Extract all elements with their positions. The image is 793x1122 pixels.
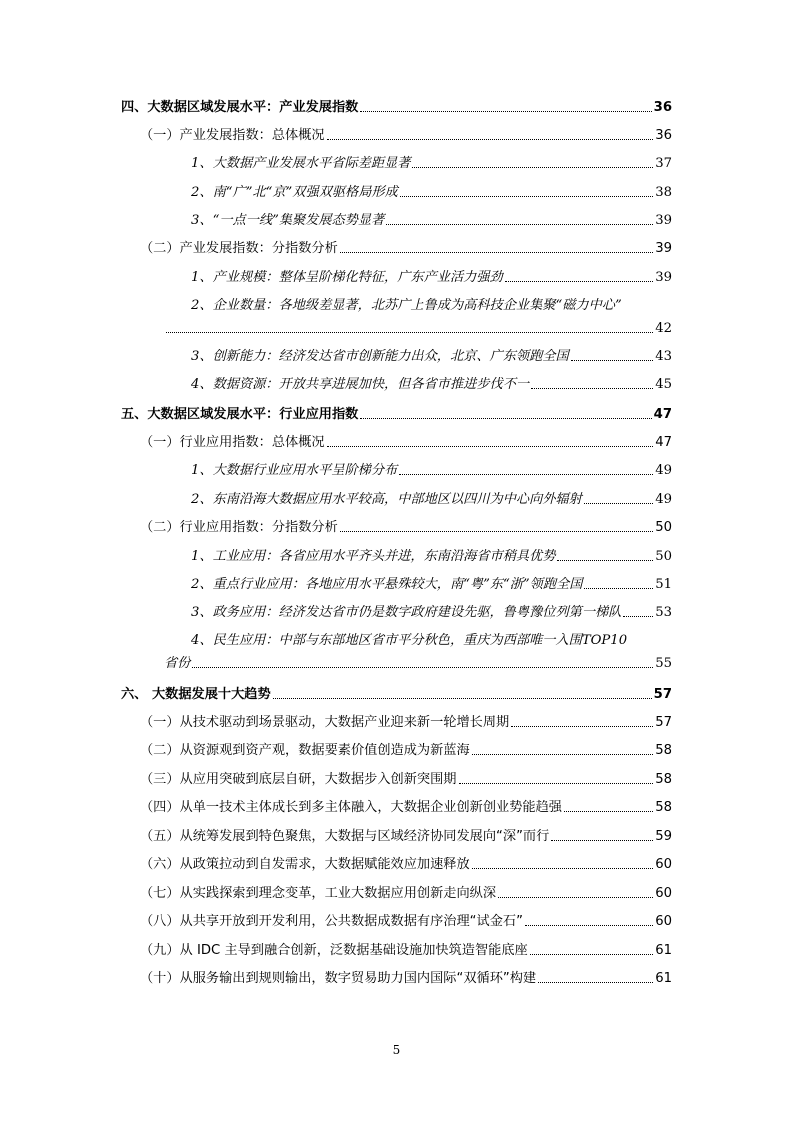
toc-entry-4-2-3[interactable] <box>191 349 672 365</box>
toc-entry-4-2-2-line2[interactable] <box>164 321 672 337</box>
toc-page-number: 39 <box>655 270 672 285</box>
toc-page-number: 39 <box>655 213 672 228</box>
dot-leader <box>564 811 653 812</box>
toc-page-number: 58 <box>655 800 672 815</box>
toc-page-number: 45 <box>655 377 672 392</box>
dot-leader <box>360 111 651 112</box>
toc-page-number: 36 <box>653 100 672 115</box>
toc-entry-6-2[interactable] <box>140 743 672 759</box>
dot-leader <box>584 588 653 589</box>
toc-page-number: 58 <box>655 743 672 758</box>
toc-entry-4-1[interactable] <box>140 128 672 144</box>
dot-leader <box>386 224 653 225</box>
toc-entry-4-1-3[interactable] <box>191 213 672 229</box>
toc-entry-title: （一）从技术驱动到场景驱动，大数据产业迎来新一轮增长周期 <box>140 715 510 730</box>
toc-entry-5-2-1[interactable] <box>191 549 672 565</box>
toc-page-number: 43 <box>655 349 672 364</box>
toc-entry-title: （二）产业发展指数：分指数分析 <box>140 241 338 256</box>
toc-entry-6-9[interactable] <box>140 943 672 959</box>
toc-entry-5-2-2[interactable] <box>191 577 672 593</box>
toc-entry-5-1-1[interactable] <box>191 463 672 479</box>
toc-page-number: 49 <box>655 492 672 507</box>
toc-entry-title: 3、创新能力：经济发达省市创新能力出众，北京、广东领跑全国 <box>191 349 569 364</box>
toc-page-number: 47 <box>653 407 672 422</box>
toc-entry-6-5[interactable] <box>140 829 672 845</box>
toc-entry-title: （二）行业应用指数：分指数分析 <box>140 520 338 535</box>
toc-entry-5-2-4-line1[interactable]: 4、民生应用：中部与东部地区省市平分秋色，重庆为西部唯一入围TOP10 <box>191 633 628 648</box>
toc-entry-6-1[interactable] <box>140 715 672 731</box>
toc-entry-4-2-1[interactable] <box>191 270 672 286</box>
dot-leader <box>511 726 653 727</box>
dot-leader <box>505 281 654 282</box>
toc-entry-title: （九）从 IDC 主导到融合创新，泛数据基础设施加快筑造智能底座 <box>140 943 528 958</box>
dot-leader <box>192 667 653 668</box>
toc-entry-title: 1、大数据产业发展水平省际差距显著 <box>191 156 411 171</box>
toc-entry-6-10[interactable] <box>140 971 672 987</box>
dot-leader <box>472 868 654 869</box>
dot-leader <box>360 418 651 419</box>
toc-entry-5-1[interactable] <box>140 435 672 451</box>
toc-entry-title: 五、大数据区域发展水平：行业应用指数 <box>121 407 359 422</box>
dot-leader <box>584 503 653 504</box>
dot-leader <box>551 840 653 841</box>
dot-leader <box>459 783 654 784</box>
toc-entry-title: 2、重点行业应用：各地应用水平悬殊较大，南“粤”东“浙”领跑全国 <box>191 577 583 592</box>
toc-page-number: 47 <box>655 435 672 450</box>
toc-entry-6-8[interactable] <box>140 914 672 930</box>
toc-entry-6-6[interactable] <box>140 857 672 873</box>
toc-entry-section-4[interactable] <box>121 100 672 116</box>
toc-entry-title: 1、产业规模：整体呈阶梯化特征，广东产业活力强劲 <box>191 270 503 285</box>
toc-page-number: 42 <box>655 321 672 336</box>
dot-leader <box>400 196 653 197</box>
toc-page-number: 50 <box>655 549 672 564</box>
toc-entry-title: （六）从政策拉动到自发需求，大数据赋能效应加速释放 <box>140 857 470 872</box>
toc-entry-title: 2、东南沿海大数据应用水平较高，中部地区以四川为中心向外辐射 <box>191 492 582 507</box>
toc-entry-6-4[interactable] <box>140 800 672 816</box>
page-number: 5 <box>392 1043 401 1057</box>
toc-entry-title: （二）从资源观到资产观，数据要素价值创造成为新蓝海 <box>140 743 470 758</box>
toc-entry-title: （一）行业应用指数：总体概况 <box>140 435 325 450</box>
toc-entry-title: （十）从服务输出到规则输出，数字贸易助力国内国际“双循环”构建 <box>140 971 537 986</box>
toc-page-number: 60 <box>655 914 672 929</box>
toc-entry-title: 2、南“广”北“京”双强双驱格局形成 <box>191 185 398 200</box>
toc-entry-4-2-2-line1[interactable]: 2、企业数量：各地级差显著，北苏广上鲁成为高科技企业集聚“磁力中心” <box>191 298 622 313</box>
toc-entry-5-2[interactable] <box>140 520 672 536</box>
toc-entry-title: （一）产业发展指数：总体概况 <box>140 128 325 143</box>
dot-leader <box>340 252 653 253</box>
toc-page-number: 38 <box>655 185 672 200</box>
dot-leader <box>472 754 654 755</box>
toc-page-number: 51 <box>655 577 672 592</box>
dot-leader <box>531 388 653 389</box>
toc-entry-5-2-3[interactable] <box>191 605 672 621</box>
toc-page-number: 60 <box>655 886 672 901</box>
toc-page-number: 37 <box>655 156 672 171</box>
toc-page-number: 57 <box>655 715 672 730</box>
toc-page-number: 55 <box>655 656 672 671</box>
toc-entry-5-1-2[interactable] <box>191 492 672 508</box>
toc-entry-title: 3、政务应用：经济发达省市仍是数字政府建设先驱，鲁粤豫位列第一梯队 <box>191 605 622 620</box>
dot-leader <box>166 332 653 333</box>
toc-entry-title: （七）从实践探索到理念变革，工业大数据应用创新走向纵深 <box>140 886 497 901</box>
toc-entry-title: 1、工业应用：各省应用水平齐头并进，东南沿海省市稍具优势 <box>191 549 556 564</box>
dot-leader <box>399 474 653 475</box>
dot-leader <box>530 954 654 955</box>
dot-leader <box>538 982 653 983</box>
toc-entry-title: 六、 大数据发展十大趋势 <box>121 687 271 702</box>
toc-entry-title: （三）从应用突破到底层自研，大数据步入创新突围期 <box>140 772 457 787</box>
toc-entry-title: （八）从共享开放到开发利用，公共数据成数据有序治理“试金石” <box>140 914 523 929</box>
toc-entry-title: （五）从统筹发展到特色聚焦，大数据与区域经济协同发展向“深”而行 <box>140 829 550 844</box>
dot-leader <box>498 897 653 898</box>
dot-leader <box>557 560 653 561</box>
toc-entry-4-1-1[interactable] <box>191 156 672 172</box>
dot-leader <box>327 446 654 447</box>
toc-entry-title: 3、“一点一线”集聚发展态势显著 <box>191 213 385 228</box>
toc-entry-4-1-2[interactable] <box>191 185 672 201</box>
toc-entry-4-2-4[interactable] <box>191 377 672 393</box>
toc-page-number: 36 <box>655 128 672 143</box>
dot-leader <box>623 616 653 617</box>
toc-entry-4-2[interactable] <box>140 241 672 257</box>
toc-page-number: 60 <box>655 857 672 872</box>
toc-page-number: 58 <box>655 772 672 787</box>
toc-page-number: 61 <box>655 971 672 986</box>
dot-leader <box>525 925 653 926</box>
toc-entry-title: 4、数据资源：开放共享进展加快，但各省市推进步伐不一 <box>191 377 530 392</box>
toc-entry-section-5[interactable] <box>121 407 672 423</box>
toc-page-number: 39 <box>655 241 672 256</box>
dot-leader <box>340 531 653 532</box>
toc-entry-6-3[interactable] <box>140 772 672 788</box>
toc-entry-5-2-4-line2[interactable] <box>164 656 672 672</box>
dot-leader <box>273 698 652 699</box>
dot-leader <box>327 139 654 140</box>
toc-entry-title: （四）从单一技术主体成长到多主体融入，大数据企业创新创业势能趋强 <box>140 800 562 815</box>
toc-page-number: 50 <box>655 520 672 535</box>
toc-entry-title: 1、大数据行业应用水平呈阶梯分布 <box>191 463 398 478</box>
toc-entry-title: 四、大数据区域发展水平：产业发展指数 <box>121 100 359 115</box>
toc-entry-section-6[interactable] <box>121 687 672 703</box>
dot-leader <box>412 167 653 168</box>
toc-page-number: 53 <box>655 605 672 620</box>
dot-leader <box>571 360 654 361</box>
toc-entry-title-continued: 省份 <box>164 656 191 671</box>
toc-page-number: 57 <box>653 687 672 702</box>
toc-page-number: 59 <box>655 829 672 844</box>
toc-page-number: 49 <box>655 463 672 478</box>
toc-entry-6-7[interactable] <box>140 886 672 902</box>
toc-page-number: 61 <box>655 943 672 958</box>
